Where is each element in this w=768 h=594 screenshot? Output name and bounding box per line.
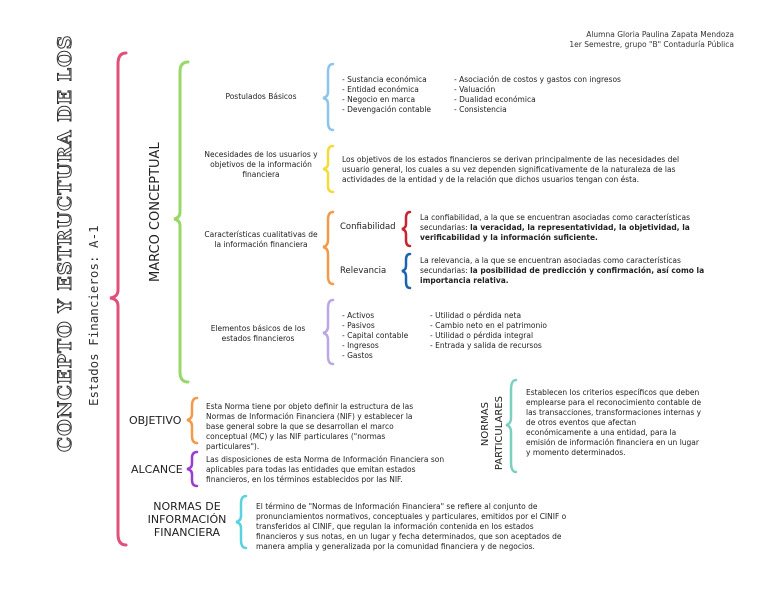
normas-particulares-label-1: NORMAS <box>480 402 491 447</box>
elementos-list-1 <box>342 311 408 361</box>
nif-bracket <box>236 496 246 548</box>
main-title: CONCEPTO Y ESTRUCTURA DE LOS <box>54 34 76 452</box>
necesidades-bracket <box>323 146 333 192</box>
list-item: - Entidad económica <box>342 85 419 94</box>
relevancia-text <box>420 256 706 286</box>
main-bracket <box>110 53 126 545</box>
list-item: - Utilidad o pérdida neta <box>430 311 522 320</box>
relevancia-bracket <box>402 254 410 288</box>
alcance-text: Las disposiciones de esta Norma de Información Financiera son aplicables para todas las entidades que emitan estados financieros, en los términos establecidos por las NIF. <box>206 455 445 484</box>
list-item: - Utilidad o pérdida integral <box>430 331 534 340</box>
objetivo-bracket <box>187 398 197 443</box>
alcance-label: ALCANCE <box>131 463 183 476</box>
list-item: - Sustancia económica <box>342 75 427 84</box>
list-item: - Dualidad económica <box>454 95 536 104</box>
caracteristicas-label: Características cualitativas de la información financiera <box>204 230 318 249</box>
marco-bracket <box>174 62 188 382</box>
postulados-bracket <box>323 64 333 130</box>
elementos-bracket <box>323 300 333 364</box>
nif-text: El término de "Normas de Información Financiera" se refiere al conjunto de pronunciamientos normativos, conceptuales y particulares, emitidos por el CINIF o transferidos al CINIF, que regulan la información contenida en los estados financieros y sus notas, en un lugar y fecha determinados, que son aceptados de manera amplia y generalizada por la comunidad financiera y de negocios. <box>256 502 567 551</box>
confiabilidad-text-bold: la veracidad, la representatividad, la objetividad, la verificabilidad y la información suficiente. <box>420 223 690 242</box>
list-item: - Consistencia <box>454 105 507 114</box>
list-item: - Cambio neto en el patrimonio <box>430 321 547 330</box>
author-name: Alumna Gloria Paulina Zapata Mendoza <box>586 30 734 39</box>
postulados-label: Postulados Básicos <box>225 92 297 101</box>
particulares-bracket <box>506 380 516 472</box>
relevancia-label: Relevancia <box>340 266 387 276</box>
list-item: - Asociación de costos y gastos con ingresos <box>454 75 621 84</box>
list-item: - Gastos <box>342 351 373 360</box>
author-block <box>569 30 734 50</box>
elementos-label: Elementos básicos de los estados financieros <box>210 324 306 343</box>
list-item: - Entrada y salida de recursos <box>430 341 542 350</box>
objetivo-text: Esta Norma tiene por objeto definir la estructura de las Normas de Información Financiera (NIF) y establecer la base general sobre la que se desarrollan el marco conceptual (MC) y las NIF particulares ("normas particulares"). <box>206 402 414 451</box>
confiabilidad-label: Confiabilidad <box>340 222 396 232</box>
alcance-bracket <box>187 452 197 486</box>
relevancia-text-plain: La relevancia, a la que se encuentran asociadas como características secundarias: <box>420 256 681 275</box>
postulados-list-1 <box>342 75 431 115</box>
list-item: - Valuación <box>454 85 496 94</box>
marco-conceptual-label: MARCO CONCEPTUAL <box>148 142 163 282</box>
list-item: - Capital contable <box>342 331 409 340</box>
objetivo-label: OBJETIVO <box>129 414 182 427</box>
confiabilidad-text-plain: La confiabilidad, a la que se encuentran asociadas como características secundarias: <box>420 213 691 232</box>
normas-particulares-text: Establecen los criterios específicos que deben emplearse para el reconocimiento contable de las transacciones, transformaciones internas y de otros eventos que afectan económicamente a una entidad, para la emisión de información financiera en un lugar y momento determinados. <box>526 388 702 457</box>
list-item: - Ingresos <box>342 341 379 350</box>
necesidades-label: Necesidades de los usuarios y objetivos de la información financiera <box>204 150 318 179</box>
list-item: - Devengación contable <box>342 105 432 114</box>
list-item: - Negocio en marca <box>342 95 416 104</box>
confiabilidad-text <box>420 213 706 243</box>
confiabilidad-bracket <box>402 212 410 246</box>
elementos-list-2 <box>430 311 547 351</box>
nif-label: NORMAS DE INFORMACIÓN FINANCIERA <box>147 500 227 539</box>
author-group: 1er Semestre, grupo "B" Contaduría Pública <box>569 40 734 49</box>
caracteristicas-bracket <box>323 212 333 284</box>
list-item: - Activos <box>342 311 375 320</box>
postulados-list-2 <box>454 75 621 115</box>
necesidades-text: Los objetivos de los estados financieros se derivan principalmente de las necesidades del usuario general, los cuales a su vez dependen significativamente de la naturaleza de las actividades de la entidad y de la relación que dichos usuarios tengan con ésta. <box>342 155 680 184</box>
relevancia-text-bold: la posibilidad de predicción y confirmación, así como la importancia relativa. <box>420 266 705 285</box>
normas-particulares-label-2: PARTICULARES <box>494 396 505 471</box>
subtitle: Estados Financieros: A-1 <box>86 225 101 406</box>
list-item: - Pasivos <box>342 321 375 330</box>
